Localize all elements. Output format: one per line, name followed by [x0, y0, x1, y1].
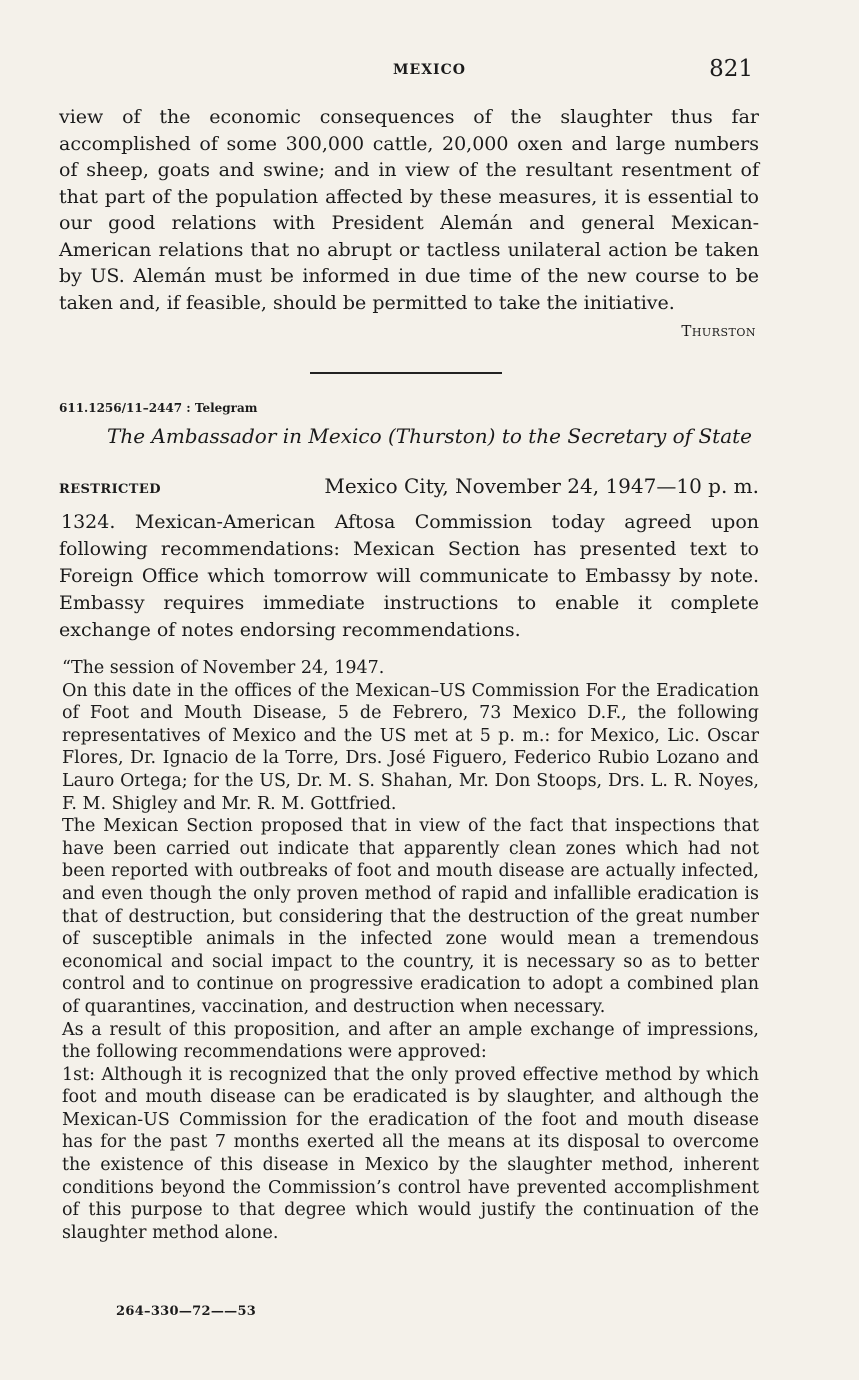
telegram-body: 1324. Mexican-American Aftosa Commission today agreed upon following recommendations: Mexican Section has presented text to Foreign Office which tomorrow will communicate to Embassy by note. Embassy requires immediate instructions to enable it complete exchange of notes endorsing recommendations. — [59, 511, 759, 641]
quote-paragraph: 1st: Although it is recognized that the only proved effective method by which foot and mouth disease can be eradicated is by slaughter, and although the Mexican-US Commission for the eradication of the foot and mouth disease has for the past 7 months exerted all the means at its disposal to overcome the existence of this disease in Mexico by the slaughter method, inherent conditions beyond the Commission’s control have prevented accomplishment of this purpose to that degree which would justify the continuation of the slaughter method alone. — [62, 1064, 759, 1243]
quote-paragraph: On this date in the offices of the Mexican–US Commission For the Eradication of Foot and Mouth Disease, 5 de Febrero, 73 Mexico D.F., the following representatives of Mexico and the US met at 5 p. m.: for Mexico, Lic. Oscar Flores, Dr. Ignacio de la Torre, Drs. José Figuero, Federico Rubio Lozano and Lauro Ortega; for the US, Dr. M. S. Shahan, Mr. Don Stoops, Drs. L. R. Noyes, F. M. Shigley and Mr. R. M. Gottfried. — [62, 680, 759, 814]
page-number: 821 — [709, 56, 753, 82]
dateline-row — [59, 474, 759, 504]
quote-paragraph: “The session of November 24, 1947. — [62, 658, 385, 678]
running-title: MEXICO — [393, 62, 466, 78]
quoted-minutes — [62, 657, 759, 1244]
file-reference: 611.1256/11–2447 : Telegram — [59, 401, 258, 415]
section-divider — [310, 372, 502, 374]
preceding-signature: Thurston — [681, 322, 756, 340]
classification-label: RESTRICTED — [59, 482, 161, 497]
print-code: 264–330—72——53 — [116, 1304, 257, 1319]
dateline: Mexico City, November 24, 1947—10 p. m. — [324, 474, 759, 498]
preceding-paragraph: view of the economic consequences of the slaughter thus far accomplished of some 300,000 cattle, 20,000 oxen and large numbers of sheep, goats and swine; and in view of the resultant resentment of that part of the population affected by these measures, it is essential to our good relations with President Alemán and general Mexican-American relations that no abrupt or tactless unilateral action be taken by US. Alemán must be informed in due time of the new course to be taken and, if feasible, should be permitted to take the initiative. — [59, 106, 759, 314]
quote-paragraph: As a result of this proposition, and after an ample exchange of impressions, the following recommendations were approved: — [62, 1019, 759, 1063]
document-title: The Ambassador in Mexico (Thurston) to the Secretary of State — [106, 424, 753, 448]
quote-paragraph: The Mexican Section proposed that in view of the fact that inspections that have been carried out indicate that apparently clean zones which had not been reported with outbreaks of foot and mouth disease are actually infected, and even though the only proven method of rapid and infallible eradication is that of destruction, but considering that the destruction of the great number of susceptible animals in the infected zone would mean a tremendous economical and social impact to the country, it is necessary so as to better control and to continue on progressive eradication to adopt a combined plan of quarantines, vaccination, and destruction when necessary. — [62, 816, 759, 1017]
